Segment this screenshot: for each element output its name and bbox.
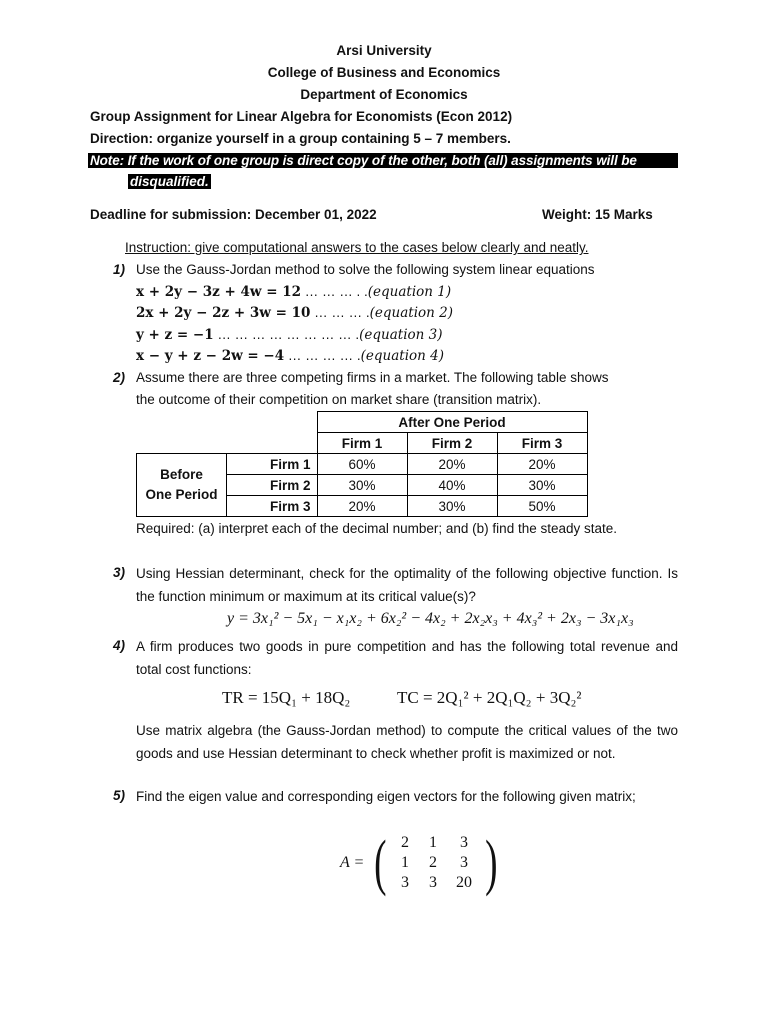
q2-text-line-2: the outcome of their competition on market share (transition matrix). [136, 392, 542, 407]
matrix-cell: 2 [428, 854, 437, 871]
q4-text: A firm produces two goods in pure competition and has the following total revenue and total cost functions: [136, 639, 678, 677]
cell-value: 20% [407, 454, 497, 475]
transition-table [136, 411, 588, 517]
equation-row-4 [136, 348, 444, 364]
note-line-1: Note: If the work of one group is direct copy of the other, both (all) assignments will be [88, 153, 678, 168]
cell-value: 30% [407, 496, 497, 517]
direction-text: Direction: organize yourself in a group containing 5 – 7 members. [90, 131, 511, 146]
matrix-a [340, 829, 502, 897]
deadline-text: Deadline for submission: December 01, 2022 [90, 207, 377, 222]
equation-2-dots: … … … . [310, 305, 370, 320]
cell-value: 40% [407, 475, 497, 496]
instruction-text: Instruction: give computational answers to the cases below clearly and neatly. [125, 240, 589, 255]
before-one-period-label: Before One Period [137, 454, 227, 517]
q3-number: 3) [113, 565, 126, 580]
column-header-firm-1: Firm 1 [317, 433, 407, 454]
matrix-cell: 3 [400, 874, 409, 891]
cell-value: 30% [317, 475, 407, 496]
equation-2: 2x + 2y − 2z + 3w = 10 [136, 305, 311, 321]
right-paren-icon: ) [485, 829, 498, 897]
assignment-title: Group Assignment for Linear Algebra for Economists (Econ 2012) [90, 109, 513, 124]
cell-value: 50% [497, 496, 587, 517]
q2-number: 2) [113, 370, 126, 385]
q3-text: Using Hessian determinant, check for the optimality of the following objective function. Is the function minimum or maximum at its critical value(s)? [136, 566, 678, 604]
college-name: College of Business and Economics [267, 65, 501, 80]
equation-4-tag: (equation 4) [360, 348, 444, 364]
equation-4-dots: … … … … . [284, 348, 361, 363]
equation-1-dots: … … … . . [301, 284, 368, 299]
left-paren-icon: ( [374, 829, 387, 897]
q4-total-cost: TC = 2Q₁² + 2Q₁Q₂ + 3Q₂² [397, 688, 582, 707]
department-name: Department of Economics [300, 87, 468, 102]
matrix-cell: 1 [428, 834, 437, 851]
matrix-cell: 3 [459, 854, 468, 871]
matrix-label: A = [340, 854, 365, 871]
cell-value: 60% [317, 454, 407, 475]
q2-required: Required: (a) interpret each of the decimal number; and (b) find the steady state. [136, 521, 618, 536]
after-one-period-header: After One Period [317, 412, 587, 433]
q5-text: Find the eigen value and corresponding eigen vectors for the following given matrix; [136, 789, 636, 804]
cell-value: 20% [497, 454, 587, 475]
q4-total-revenue: TR = 15Q₁ + 18Q₂ [222, 688, 351, 707]
equation-3-tag: (equation 3) [359, 327, 443, 343]
note-line-2: disqualified. [130, 174, 209, 189]
equation-3: y + z = −1 [136, 327, 214, 343]
matrix-cell: 1 [400, 854, 409, 871]
equation-2-tag: (equation 2) [369, 305, 454, 321]
matrix-cell: 20 [455, 874, 472, 891]
row-label-firm-1: Firm 1 [227, 454, 318, 475]
q4-number: 4) [113, 638, 126, 653]
q4-text-2: Use matrix algebra (the Gauss-Jordan method) to compute the critical values of the two goods and use Hessian determinant to check whether profit is maximized or not. [136, 723, 678, 761]
q2-text-line-1: Assume there are three competing firms in a market. The following table shows [136, 370, 609, 385]
cell-value: 30% [497, 475, 587, 496]
q1-text: Use the Gauss-Jordan method to solve the following system linear equations [136, 262, 595, 277]
column-header-firm-3: Firm 3 [497, 433, 587, 454]
equation-1-tag: (equation 1) [367, 284, 452, 300]
equation-4: x − y + z − 2w = −4 [136, 348, 285, 364]
equation-row-2 [136, 305, 453, 321]
matrix-cell: 2 [400, 834, 409, 851]
matrix-grid [391, 834, 481, 892]
q3-objective-function: y = 3x₁² − 5x₁ − x₁x₂ + 6x₂² − 4x₂ + 2x₂x₃ + 4x₃² + 2x₃ − 3x₁x₃ [227, 610, 634, 627]
row-label-firm-2: Firm 2 [227, 475, 318, 496]
equation-row-1 [136, 284, 451, 300]
matrix-cell: 3 [428, 874, 437, 891]
equation-3-dots: … … … … … … … … . [213, 327, 360, 342]
q1-number: 1) [113, 262, 126, 277]
table-row [137, 454, 588, 475]
weight-text: Weight: 15 Marks [542, 207, 653, 222]
row-label-firm-3: Firm 3 [227, 496, 318, 517]
cell-value: 20% [317, 496, 407, 517]
equation-1: x + 2y − 3z + 4w = 12 [136, 284, 301, 300]
equation-row-3 [136, 327, 443, 343]
matrix-cell: 3 [459, 834, 468, 851]
q5-number: 5) [113, 788, 126, 803]
column-header-firm-2: Firm 2 [407, 433, 497, 454]
university-name: Arsi University [336, 43, 432, 58]
